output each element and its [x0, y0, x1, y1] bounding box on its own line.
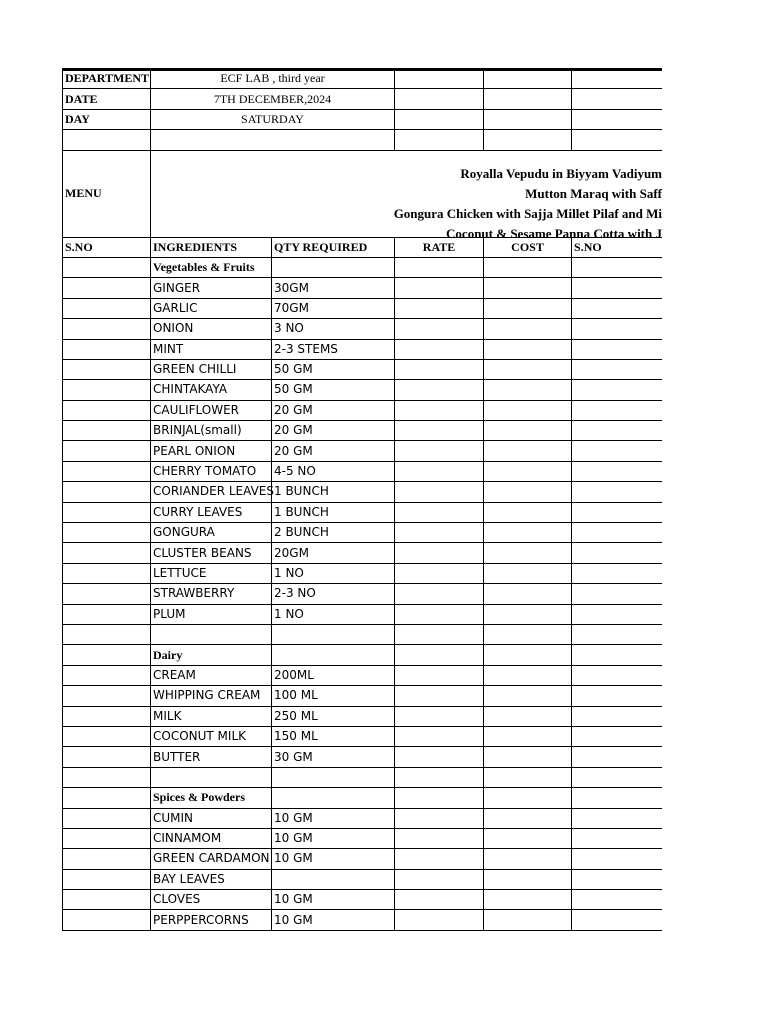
blank-row: [63, 130, 663, 150]
rate-cell[interactable]: [395, 604, 484, 624]
ingredient-name: GREEN CARDAMON: [151, 849, 272, 869]
ingredient-qty[interactable]: 1 BUNCH: [272, 482, 395, 502]
ingredient-name: ONION: [151, 319, 272, 339]
cost-cell[interactable]: [484, 869, 572, 889]
rate-cell[interactable]: [395, 380, 484, 400]
ingredient-name: GARLIC: [151, 298, 272, 318]
department-row: [63, 69, 663, 89]
ingredient-name: LETTUCE: [151, 563, 272, 583]
sno-cell[interactable]: [63, 502, 151, 522]
sno-cell[interactable]: [63, 726, 151, 746]
cost-cell[interactable]: [484, 380, 572, 400]
empty-cell[interactable]: [395, 257, 484, 277]
spacer-row: [63, 624, 663, 644]
empty-cell[interactable]: [484, 767, 572, 787]
sno-cell[interactable]: [63, 808, 151, 828]
ingredient-qty[interactable]: 2-3 STEMS: [272, 339, 395, 359]
cost-cell[interactable]: [484, 461, 572, 481]
empty-cell[interactable]: [395, 788, 484, 808]
table-row: [63, 380, 663, 400]
sno-cell[interactable]: [63, 319, 151, 339]
rate-cell[interactable]: [395, 319, 484, 339]
cost-cell[interactable]: [484, 665, 572, 685]
menu-label: MENU: [63, 150, 151, 237]
ingredient-qty[interactable]: 20GM: [272, 543, 395, 563]
ingredient-name: STRAWBERRY: [151, 584, 272, 604]
ingredient-qty[interactable]: 10 GM: [272, 890, 395, 910]
sno-cell-2[interactable]: [572, 808, 662, 828]
ingredient-name: CHINTAKAYA: [151, 380, 272, 400]
sno-cell-2[interactable]: [572, 828, 662, 848]
cost-cell[interactable]: [484, 441, 572, 461]
empty-cell[interactable]: [484, 645, 572, 665]
empty-cell[interactable]: [395, 767, 484, 787]
sno-cell[interactable]: [63, 461, 151, 481]
day-label: DAY: [63, 109, 151, 129]
sno-cell-2[interactable]: [572, 584, 662, 604]
rate-cell[interactable]: [395, 298, 484, 318]
rate-cell[interactable]: [395, 421, 484, 441]
sno-cell[interactable]: [63, 686, 151, 706]
rate-cell[interactable]: [395, 808, 484, 828]
table-row: [63, 278, 663, 298]
sno-cell-2[interactable]: [572, 380, 662, 400]
table-row: [63, 298, 663, 318]
ingredient-name: CHERRY TOMATO: [151, 461, 272, 481]
sno-cell[interactable]: [63, 441, 151, 461]
sno-cell-2[interactable]: [572, 706, 662, 726]
sno-cell-2[interactable]: [572, 849, 662, 869]
ingredient-qty[interactable]: 50 GM: [272, 359, 395, 379]
empty-cell[interactable]: [272, 624, 395, 644]
ingredient-name: COCONUT MILK: [151, 726, 272, 746]
table-row: [63, 604, 663, 624]
ingredient-qty[interactable]: 100 ML: [272, 686, 395, 706]
cost-cell[interactable]: [484, 849, 572, 869]
empty-cell[interactable]: [272, 767, 395, 787]
table-row: [63, 421, 663, 441]
cost-cell[interactable]: [484, 747, 572, 767]
empty-cell[interactable]: [63, 257, 151, 277]
table-row: [63, 808, 663, 828]
section-header-row: [63, 788, 663, 808]
table-row: [63, 563, 663, 583]
cost-cell[interactable]: [484, 278, 572, 298]
rate-cell[interactable]: [395, 706, 484, 726]
cost-cell[interactable]: [484, 828, 572, 848]
sno-cell[interactable]: [63, 543, 151, 563]
sno-cell-2[interactable]: [572, 604, 662, 624]
cost-cell[interactable]: [484, 726, 572, 746]
table-row: [63, 461, 663, 481]
cost-cell[interactable]: [484, 523, 572, 543]
cost-cell[interactable]: [484, 502, 572, 522]
table-row: [63, 665, 663, 685]
table-row: [63, 502, 663, 522]
rate-cell[interactable]: [395, 910, 484, 930]
rate-cell[interactable]: [395, 359, 484, 379]
cost-cell[interactable]: [484, 482, 572, 502]
ingredient-name: PERPPERCORNS: [151, 910, 272, 930]
empty-cell[interactable]: [572, 645, 662, 665]
date-label: DATE: [63, 89, 151, 109]
empty-cell[interactable]: [572, 788, 662, 808]
table-row: [63, 828, 663, 848]
sno-cell-2[interactable]: [572, 665, 662, 685]
ingredient-name: CORIANDER LEAVES: [151, 482, 272, 502]
ingredient-qty[interactable]: 50 GM: [272, 380, 395, 400]
rate-cell[interactable]: [395, 278, 484, 298]
menu-item: Gongura Chicken with Sajja Millet Pilaf and Mi: [393, 206, 662, 221]
cost-cell[interactable]: [484, 563, 572, 583]
sno-cell[interactable]: [63, 298, 151, 318]
section-title: Spices & Powders: [151, 788, 272, 808]
ingredient-name: CUMIN: [151, 808, 272, 828]
sno-cell-2[interactable]: [572, 400, 662, 420]
rate-cell[interactable]: [395, 849, 484, 869]
sno-cell-2[interactable]: [572, 523, 662, 543]
menu-items: [394, 164, 662, 244]
col-header-ingredients: INGREDIENTS: [151, 237, 272, 257]
sno-cell-2[interactable]: [572, 278, 662, 298]
table-row: [63, 686, 663, 706]
cost-cell[interactable]: [484, 339, 572, 359]
table-row: [63, 339, 663, 359]
empty-cell[interactable]: [272, 257, 395, 277]
sno-cell-2[interactable]: [572, 869, 662, 889]
spacer-row: [63, 767, 663, 787]
rate-cell[interactable]: [395, 890, 484, 910]
table-row: [63, 482, 663, 502]
ingredient-name: WHIPPING CREAM: [151, 686, 272, 706]
ingredient-name: BRINJAL(small): [151, 421, 272, 441]
department-value[interactable]: ECF LAB , third year: [151, 69, 395, 89]
empty-cell[interactable]: [395, 624, 484, 644]
empty-cell[interactable]: [151, 767, 272, 787]
cost-cell[interactable]: [484, 808, 572, 828]
sno-cell[interactable]: [63, 359, 151, 379]
rate-cell[interactable]: [395, 543, 484, 563]
ingredient-qty[interactable]: 10 GM: [272, 910, 395, 930]
requisition-sheet: [62, 68, 662, 936]
rate-cell[interactable]: [395, 686, 484, 706]
ingredient-name: CREAM: [151, 665, 272, 685]
ingredient-qty[interactable]: 10 GM: [272, 849, 395, 869]
ingredient-qty[interactable]: 20 GM: [272, 441, 395, 461]
sno-cell[interactable]: [63, 421, 151, 441]
sno-cell[interactable]: [63, 482, 151, 502]
sno-cell-2[interactable]: [572, 543, 662, 563]
ingredient-qty[interactable]: [272, 869, 395, 889]
col-header-cost: COST: [484, 237, 572, 257]
sno-cell-2[interactable]: [572, 339, 662, 359]
table-row: [63, 726, 663, 746]
sno-cell[interactable]: [63, 523, 151, 543]
table-row: [63, 400, 663, 420]
empty-cell[interactable]: [395, 645, 484, 665]
sno-cell-2[interactable]: [572, 726, 662, 746]
ingredient-qty[interactable]: 1 NO: [272, 563, 395, 583]
rate-cell[interactable]: [395, 726, 484, 746]
empty-cell[interactable]: [272, 788, 395, 808]
sno-cell[interactable]: [63, 828, 151, 848]
rate-cell[interactable]: [395, 339, 484, 359]
ingredient-qty[interactable]: 150 ML: [272, 726, 395, 746]
ingredient-qty[interactable]: 20 GM: [272, 400, 395, 420]
empty-cell[interactable]: [63, 645, 151, 665]
table-row: [63, 543, 663, 563]
table-row: [63, 523, 663, 543]
cost-cell[interactable]: [484, 584, 572, 604]
ingredient-qty[interactable]: 30GM: [272, 278, 395, 298]
rate-cell[interactable]: [395, 563, 484, 583]
rate-cell[interactable]: [395, 869, 484, 889]
rate-cell[interactable]: [395, 400, 484, 420]
empty-cell[interactable]: [572, 257, 662, 277]
cost-cell[interactable]: [484, 910, 572, 930]
ingredient-name: BUTTER: [151, 747, 272, 767]
ingredient-qty[interactable]: 250 ML: [272, 706, 395, 726]
cost-cell[interactable]: [484, 890, 572, 910]
sno-cell[interactable]: [63, 400, 151, 420]
sno-cell[interactable]: [63, 563, 151, 583]
empty-cell[interactable]: [151, 624, 272, 644]
ingredient-name: CAULIFLOWER: [151, 400, 272, 420]
empty-cell[interactable]: [63, 624, 151, 644]
table-row: [63, 319, 663, 339]
section-title: Vegetables & Fruits: [151, 257, 272, 277]
sno-cell[interactable]: [63, 747, 151, 767]
ingredient-name: CLUSTER BEANS: [151, 543, 272, 563]
rate-cell[interactable]: [395, 747, 484, 767]
sno-cell-2[interactable]: [572, 563, 662, 583]
col-header-sno-2: S.NO: [572, 237, 662, 257]
table-row: [63, 869, 663, 889]
table-row: [63, 706, 663, 726]
ingredient-qty[interactable]: 1 NO: [272, 604, 395, 624]
col-header-rate: RATE: [395, 237, 484, 257]
sno-cell-2[interactable]: [572, 461, 662, 481]
section-header-row: [63, 257, 663, 277]
empty-cell[interactable]: [572, 624, 662, 644]
empty-cell[interactable]: [63, 788, 151, 808]
empty-cell[interactable]: [484, 788, 572, 808]
rate-cell[interactable]: [395, 523, 484, 543]
date-value[interactable]: 7TH DECEMBER,2024: [151, 89, 395, 109]
menu-item: Royalla Vepudu in Biyyam Vadiyum: [460, 166, 662, 181]
section-title: Dairy: [151, 645, 272, 665]
table-row: [63, 359, 663, 379]
cost-cell[interactable]: [484, 421, 572, 441]
sno-cell[interactable]: [63, 604, 151, 624]
ingredient-qty[interactable]: 4-5 NO: [272, 461, 395, 481]
sno-cell-2[interactable]: [572, 686, 662, 706]
table-row: [63, 584, 663, 604]
day-value[interactable]: SATURDAY: [151, 109, 395, 129]
ingredient-qty[interactable]: 70GM: [272, 298, 395, 318]
col-header-qty: QTY REQUIRED: [272, 237, 395, 257]
ingredient-qty[interactable]: 20 GM: [272, 421, 395, 441]
menu-item: Mutton Maraq with Saff: [525, 186, 662, 201]
ingredient-qty[interactable]: 10 GM: [272, 808, 395, 828]
ingredient-name: PEARL ONION: [151, 441, 272, 461]
ingredient-name: MINT: [151, 339, 272, 359]
ingredient-qty[interactable]: 3 NO: [272, 319, 395, 339]
cost-cell[interactable]: [484, 298, 572, 318]
ingredient-qty[interactable]: 30 GM: [272, 747, 395, 767]
table-row: [63, 441, 663, 461]
ingredient-qty[interactable]: 2-3 NO: [272, 584, 395, 604]
empty-cell[interactable]: [572, 767, 662, 787]
sno-cell-2[interactable]: [572, 482, 662, 502]
table-row: [63, 747, 663, 767]
ingredient-name: MILK: [151, 706, 272, 726]
sno-cell-2[interactable]: [572, 319, 662, 339]
ingredient-name: CLOVES: [151, 890, 272, 910]
sno-cell[interactable]: [63, 890, 151, 910]
sno-cell[interactable]: [63, 380, 151, 400]
department-label: DEPARTMENT: [63, 69, 151, 89]
ingredient-qty[interactable]: 200ML: [272, 665, 395, 685]
ingredient-qty[interactable]: 10 GM: [272, 828, 395, 848]
ingredient-name: CINNAMOM: [151, 828, 272, 848]
rate-cell[interactable]: [395, 441, 484, 461]
sno-cell-2[interactable]: [572, 890, 662, 910]
empty-cell[interactable]: [63, 767, 151, 787]
rate-cell[interactable]: [395, 482, 484, 502]
sno-cell[interactable]: [63, 339, 151, 359]
rate-cell[interactable]: [395, 828, 484, 848]
cost-cell[interactable]: [484, 319, 572, 339]
table-row: [63, 890, 663, 910]
col-header-sno: S.NO: [63, 237, 151, 257]
cost-cell[interactable]: [484, 359, 572, 379]
sno-cell[interactable]: [63, 278, 151, 298]
sno-cell-2[interactable]: [572, 910, 662, 930]
sno-cell[interactable]: [63, 706, 151, 726]
sno-cell-2[interactable]: [572, 441, 662, 461]
ingredient-name: GINGER: [151, 278, 272, 298]
ingredient-qty[interactable]: 1 BUNCH: [272, 502, 395, 522]
sno-cell-2[interactable]: [572, 421, 662, 441]
sno-cell-2[interactable]: [572, 359, 662, 379]
rate-cell[interactable]: [395, 502, 484, 522]
section-header-row: [63, 645, 663, 665]
date-row: [63, 89, 663, 109]
ingredient-name: GREEN CHILLI: [151, 359, 272, 379]
empty-cell[interactable]: [484, 257, 572, 277]
sno-cell[interactable]: [63, 584, 151, 604]
table-row: [63, 910, 663, 930]
ingredient-name: GONGURA: [151, 523, 272, 543]
ingredient-name: PLUM: [151, 604, 272, 624]
cost-cell[interactable]: [484, 686, 572, 706]
sno-cell-2[interactable]: [572, 502, 662, 522]
sno-cell[interactable]: [63, 849, 151, 869]
ingredient-name: BAY LEAVES: [151, 869, 272, 889]
cost-cell[interactable]: [484, 543, 572, 563]
sno-cell[interactable]: [63, 665, 151, 685]
sno-cell[interactable]: [63, 869, 151, 889]
cost-cell[interactable]: [484, 706, 572, 726]
ingredient-qty[interactable]: 2 BUNCH: [272, 523, 395, 543]
sno-cell[interactable]: [63, 910, 151, 930]
cost-cell[interactable]: [484, 604, 572, 624]
rate-cell[interactable]: [395, 584, 484, 604]
rate-cell[interactable]: [395, 461, 484, 481]
day-row: [63, 109, 663, 129]
sno-cell-2[interactable]: [572, 298, 662, 318]
empty-cell[interactable]: [272, 645, 395, 665]
sno-cell-2[interactable]: [572, 747, 662, 767]
table-row: [63, 849, 663, 869]
ingredient-name: CURRY LEAVES: [151, 502, 272, 522]
menu-item: Coconut & Sesame Panna Cotta with J: [446, 226, 662, 241]
empty-cell[interactable]: [484, 624, 572, 644]
cost-cell[interactable]: [484, 400, 572, 420]
rate-cell[interactable]: [395, 665, 484, 685]
